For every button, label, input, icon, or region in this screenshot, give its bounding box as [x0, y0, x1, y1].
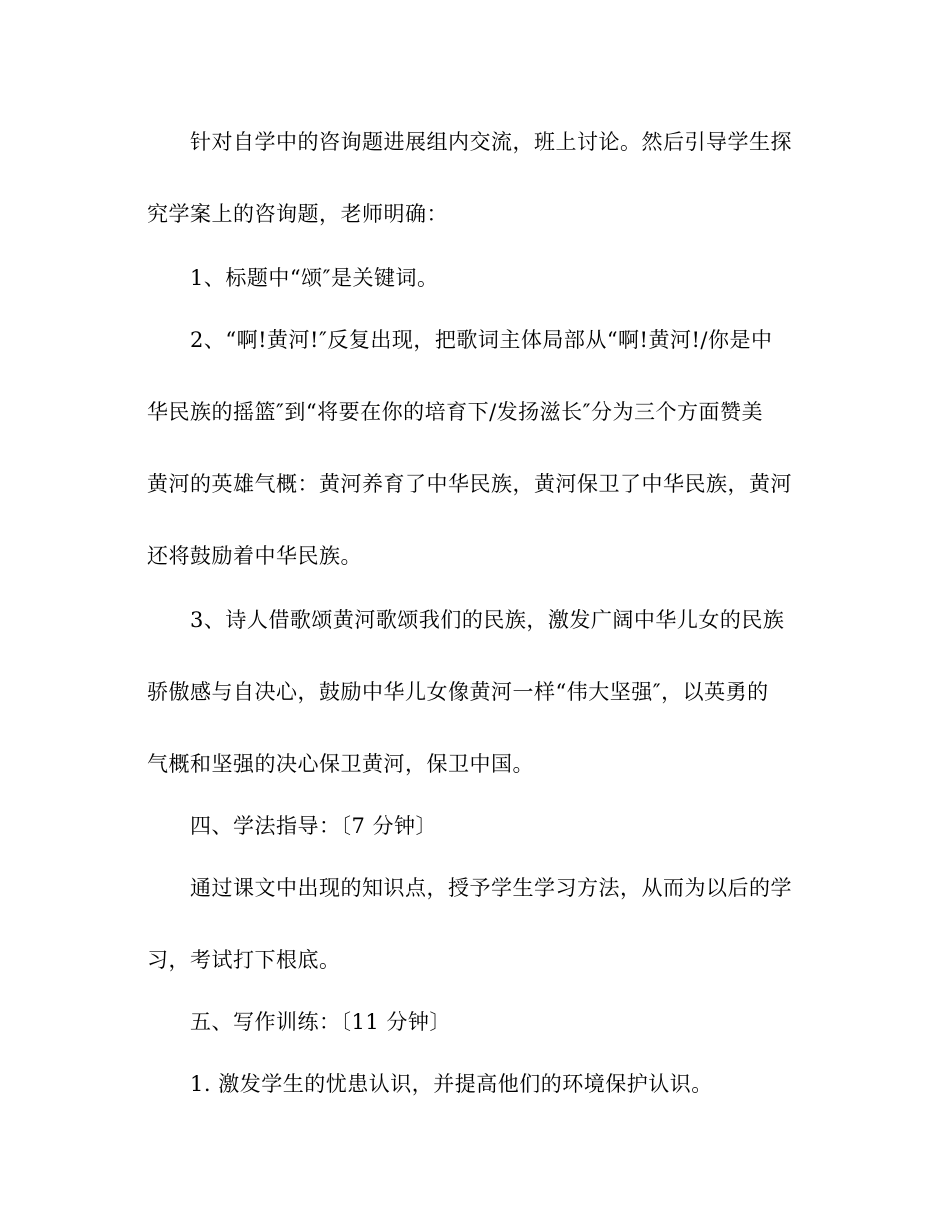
paragraph-line: 习，考试打下根底。 — [147, 948, 341, 972]
paragraph-line: 黄河的英雄气概：黄河养育了中华民族，黄河保卫了中华民族，黄河 — [147, 472, 792, 496]
paragraph-line: 骄傲感与自决心，鼓励中华儿女像黄河一样“伟大坚强″，以英勇的 — [147, 680, 769, 704]
paragraph-line: 针对自学中的咨询题进展组内交流，班上讨论。然后引导学生探 — [190, 130, 792, 154]
section-heading-4: 四、学法指导：〔7 分钟〕 — [190, 814, 438, 838]
list-item-1: 1、标题中“颂″是关键词。 — [190, 266, 439, 290]
list-item-2: 2、“啊!黄河!″反复出现，把歌词主体局部从“啊!黄河!/你是中 — [190, 328, 773, 352]
section-heading-5: 五、写作训练：〔11 分钟〕 — [190, 1010, 451, 1034]
paragraph-line: 还将鼓励着中华民族。 — [147, 544, 362, 568]
paragraph-line: 华民族的摇篮″到“将要在你的培育下/发扬滋长″分为三个方面赞美 — [147, 400, 763, 424]
paragraph-line: 究学案上的咨询题，老师明确： — [147, 202, 448, 226]
paragraph-line: 气概和坚强的决心保卫黄河，保卫中国。 — [147, 752, 534, 776]
list-item-1: 1. 激发学生的忧患认识，并提高他们的环境保护认识。 — [190, 1072, 713, 1096]
paragraph-line: 通过课文中出现的知识点，授予学生学习方法，从而为以后的学 — [190, 876, 792, 900]
list-item-3: 3、诗人借歌颂黄河歌颂我们的民族，激发广阔中华儿女的民族 — [190, 608, 785, 632]
